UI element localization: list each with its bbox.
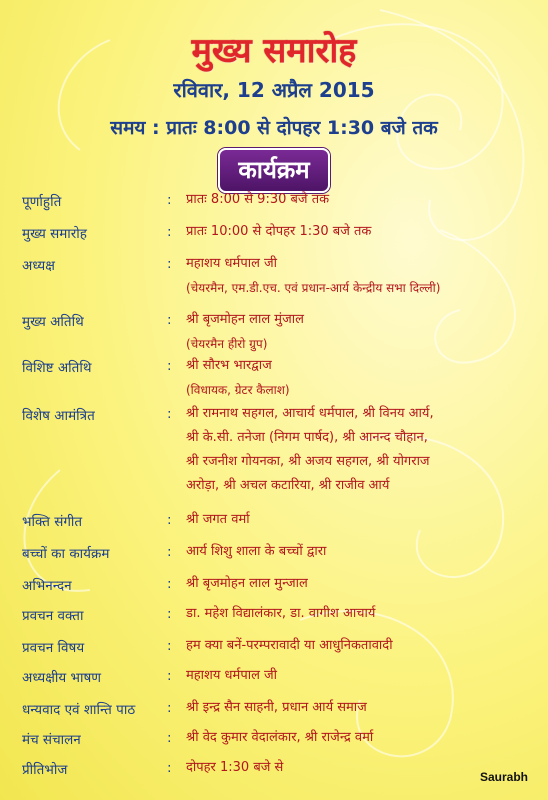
program-row-value-line: श्री सौरभ भारद्वाज xyxy=(186,358,272,373)
program-row-value-line: प्रातः 10:00 से दोपहर 1:30 बजे तक xyxy=(186,224,372,239)
program-row-value-line: (विधायक, ग्रेटर कैलाश) xyxy=(186,383,290,397)
program-row-value-line: श्री बृजमोहन लाल मुन्जाल xyxy=(186,576,308,591)
program-row-value-line: श्री जगत वर्मा xyxy=(186,512,250,527)
program-row-value xyxy=(186,220,538,244)
program-row-label: पूर्णाहुति xyxy=(22,194,62,210)
program-row-label: अभिनन्दन xyxy=(22,578,72,594)
event-date: रविवार, 12 अप्रैल 2015 xyxy=(173,78,375,102)
program-row-label: बच्चों का कार्यक्रम xyxy=(22,546,110,562)
program-row-value xyxy=(186,402,538,498)
program-row-label: विशेष आमंत्रित xyxy=(22,408,95,424)
program-row-label: धन्यवाद एवं शान्ति पाठ xyxy=(22,702,136,718)
program-row-value xyxy=(186,188,538,212)
program-row-value xyxy=(186,696,538,720)
program-row-label: विशिष्ट अतिथि xyxy=(22,360,92,376)
program-row-label: प्रवचन वक्ता xyxy=(22,608,84,624)
program-row-label: भक्ति संगीत xyxy=(22,514,83,530)
program-row-value-line: दोपहर 1:30 बजे से xyxy=(186,760,284,775)
program-row-value-line: (चेयरमैन हीरो ग्रुप) xyxy=(186,337,268,351)
program-row-value-line: श्री इन्द्र सैन साहनी, प्रधान आर्य समाज xyxy=(186,700,367,715)
row-colon: : xyxy=(167,406,172,422)
program-row-value-line: (चेयरमैन, एम.डी.एच. एवं प्रधान-आर्य केन्द्रीय सभा दिल्ली) xyxy=(186,281,441,295)
row-colon: : xyxy=(167,256,172,272)
program-row-label: प्रवचन विषय xyxy=(22,640,85,656)
program-badge: कार्यक्रम xyxy=(218,148,329,193)
program-row-label: अध्यक्ष xyxy=(22,258,55,274)
program-row-value-line: श्री रामनाथ सहगल, आचार्य धर्मपाल, श्री विनय आर्य, xyxy=(186,406,434,421)
program-row-value xyxy=(186,252,538,300)
program-row-label: मुख्य समारोह xyxy=(22,226,87,242)
program-row-value-line: श्री वेद कुमार वेदालंकार, श्री राजेन्द्र वर्मा xyxy=(186,730,374,745)
program-row-value-line: डा. महेश विद्यालंकार, डा. वागीश आचार्य xyxy=(186,606,376,621)
row-colon: : xyxy=(167,224,172,240)
row-colon: : xyxy=(167,192,172,208)
page-title: मुख्य समारोह xyxy=(191,31,357,71)
row-colon: : xyxy=(167,760,172,776)
row-colon: : xyxy=(167,576,172,592)
program-row-label: अध्यक्षीय भाषण xyxy=(22,670,102,686)
row-colon: : xyxy=(167,700,172,716)
credit-text: Saurabh xyxy=(479,770,528,784)
program-row-value-line: श्री बृजमोहन लाल मुंजाल xyxy=(186,312,304,327)
program-row-value-line: अरोड़ा, श्री अचल कटारिया, श्री राजीव आर्य xyxy=(186,478,390,493)
program-row-label: मंच संचालन xyxy=(22,732,81,748)
row-colon: : xyxy=(167,358,172,374)
program-row-value xyxy=(186,354,538,402)
row-colon: : xyxy=(167,544,172,560)
program-row-value xyxy=(186,602,538,626)
program-row-value xyxy=(186,726,538,750)
program-row-label: मुख्य अतिथि xyxy=(22,314,84,330)
program-badge-wrap xyxy=(0,148,548,193)
program-row-value-line: हम क्या बनें-परम्परावादी या आधुनिकतावादी xyxy=(186,638,393,653)
row-colon: : xyxy=(167,668,172,684)
row-colon: : xyxy=(167,512,172,528)
program-row-value-line: महाशय धर्मपाल जी xyxy=(186,256,278,271)
program-row-value xyxy=(186,508,538,532)
row-colon: : xyxy=(167,638,172,654)
program-row-label: प्रीतिभोज xyxy=(22,762,68,778)
program-row-value xyxy=(186,308,538,356)
row-colon: : xyxy=(167,730,172,746)
program-row-value-line: आर्य शिशु शाला के बच्चों द्वारा xyxy=(186,544,327,559)
program-row-value xyxy=(186,634,538,658)
row-colon: : xyxy=(167,312,172,328)
row-colon: : xyxy=(167,606,172,622)
program-row-value-line: महाशय धर्मपाल जी xyxy=(186,668,278,683)
program-row-value-line: प्रातः 8:00 से 9:30 बजे तक xyxy=(186,192,330,207)
program-row-value xyxy=(186,540,538,564)
event-time: समय : प्रातः 8:00 से दोपहर 1:30 बजे तक xyxy=(110,117,438,139)
program-row-value xyxy=(186,572,538,596)
program-row-value xyxy=(186,664,538,688)
program-row-value-line: श्री रजनीश गोयनका, श्री अजय सहगल, श्री योगराज xyxy=(186,454,430,469)
program-row-value-line: श्री के.सी. तनेजा (निगम पार्षद), श्री आनन्द चौहान, xyxy=(186,430,428,445)
